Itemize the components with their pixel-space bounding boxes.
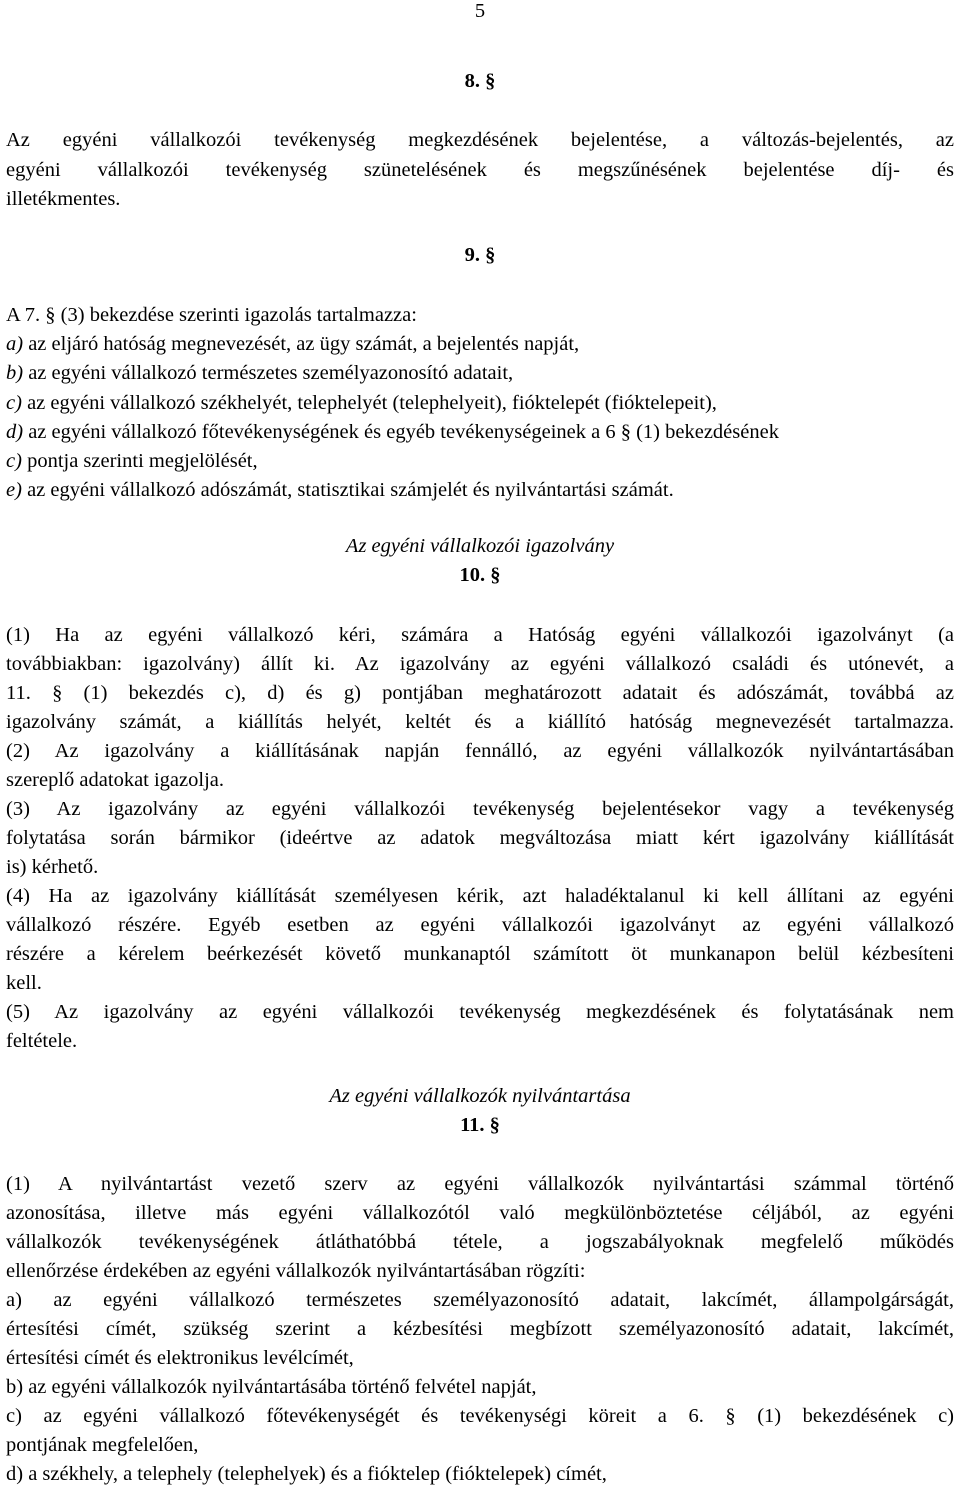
text-line: vállalkozók tevékenységének átláthatóbbá tétele, a jogszabályoknak megfelelő működés <box>6 1231 954 1253</box>
section-8-heading: 8. § <box>464 70 496 92</box>
text-line: Az egyéni vállalkozói tevékenység megkezdésének bejelentése, a változás-bejelentés, az <box>6 129 954 151</box>
section-11-subtitle: Az egyéni vállalkozók nyilvántartása <box>329 1085 631 1107</box>
text-line: (1) Ha az egyéni vállalkozó kéri, számára a Hatóság egyéni vállalkozói igazolványt (a <box>6 624 954 646</box>
text-line: szereplő adatokat igazolja. <box>6 769 224 791</box>
item-label: b) <box>6 362 24 384</box>
text-line: feltétele. <box>6 1030 78 1052</box>
text-line: b) az egyéni vállalkozók nyilvántartásába történő felvétel napját, <box>6 1376 537 1398</box>
text-line: továbbiakban: igazolvány) állít ki. Az igazolvány az egyéni vállalkozó családi és utónevét, a <box>6 653 954 675</box>
item-label: c) <box>6 450 22 472</box>
section-9-heading: 9. § <box>464 244 496 266</box>
list-item <box>6 360 954 386</box>
text-line: egyéni vállalkozói tevékenység szünetelésének és megszűnésének bejelentése díj- és <box>6 159 954 181</box>
item-text: az egyéni vállalkozó természetes személyazonosító adatait, <box>23 362 514 384</box>
list-item <box>6 390 954 416</box>
item-label: e) <box>6 479 22 501</box>
list-item <box>6 419 954 445</box>
text-line: illetékmentes. <box>6 188 121 210</box>
text-line: igazolvány számát, a kiállítás helyét, keltét és a kiállító hatóság megnevezését tartalmazza. <box>6 711 954 733</box>
text-line: 11. § (1) bekezdés c), d) és g) pontjában meghatározott adatait és adószámát, továbbá az <box>6 682 954 704</box>
text-line: vállalkozó részére. Egyéb esetben az egyéni vállalkozói igazolványt az egyéni vállalkozó <box>6 914 954 936</box>
item-label: d) <box>6 421 24 443</box>
item-text: az egyéni vállalkozó székhelyét, telephelyét (telephelyeit), fióktelepét (fióktelepeit), <box>21 392 717 414</box>
list-item <box>6 448 954 474</box>
item-label: a) <box>6 333 24 355</box>
item-label: c) <box>6 392 22 414</box>
text-line: a) az egyéni vállalkozó természetes személyazonosító adatait, lakcímét, állampolgárságát, <box>6 1289 954 1311</box>
text-line: ellenőrzése érdekében az egyéni vállalkozók nyilvántartásában rögzíti: <box>6 1260 586 1282</box>
text-line: (1) A nyilvántartást vezető szerv az egyéni vállalkozók nyilvántartási számmal történő <box>6 1173 954 1195</box>
text-line: c) az egyéni vállalkozó főtevékenységét és tevékenységi köreit a 6. § (1) bekezdésének c) <box>6 1405 954 1427</box>
text-line: (3) Az igazolvány az egyéni vállalkozói tevékenység bejelentésekor vagy a tevékenység <box>6 798 954 820</box>
text-line: is) kérhető. <box>6 856 99 878</box>
section-10-subtitle: Az egyéni vállalkozói igazolvány <box>345 535 615 557</box>
text-line: (4) Ha az igazolvány kiállítását személyesen kérik, azt haladéktalanul ki kell állítani az egyéni <box>6 885 954 907</box>
text-line: d) a székhely, a telephely (telephelyek) és a fióktelep (fióktelepek) címét, <box>6 1463 607 1485</box>
item-text: az egyéni vállalkozó főtevékenységének és egyéb tevékenységeinek a 6 § (1) bekezdésének <box>23 421 779 443</box>
item-text: az eljáró hatóság megnevezését, az ügy számát, a bejelentés napját, <box>23 333 580 355</box>
text-line: részére a kérelem beérkezését követő munkanaptól számított öt munkanapon belül kézbesíteni <box>6 943 954 965</box>
text-line: (2) Az igazolvány a kiállításának napján fennálló, az egyéni vállalkozók nyilvántartásában <box>6 740 954 762</box>
list-item <box>6 331 954 357</box>
text-line: azonosítása, illetve más egyéni vállalkozótól való megkülönböztetése céljából, az egyéni <box>6 1202 954 1224</box>
section-11-heading: 11. § <box>460 1114 500 1136</box>
item-text: pontja szerinti megjelölését, <box>21 450 258 472</box>
item-text: az egyéni vállalkozó adószámát, statisztikai számjelét és nyilvántartási számát. <box>21 479 674 501</box>
text-line: kell. <box>6 972 42 994</box>
text-line: folytatása során bármikor (ideértve az adatok megváltozása miatt kért igazolvány kiállítását <box>6 827 954 849</box>
page-number: 5 <box>474 0 486 22</box>
text-line: értesítési címét, szükség szerint a kézbesítési megbízott személyazonosító adatait, lakcímét, <box>6 1318 954 1340</box>
text-line: pontjának megfelelően, <box>6 1434 199 1456</box>
section-10-heading: 10. § <box>459 564 501 586</box>
text-line: értesítési címét és elektronikus levélcímét, <box>6 1347 354 1369</box>
text-line: A 7. § (3) bekezdése szerinti igazolás tartalmazza: <box>6 304 417 326</box>
text-line: (5) Az igazolvány az egyéni vállalkozói tevékenység megkezdésének és folytatásának nem <box>6 1001 954 1023</box>
list-item <box>6 477 954 503</box>
